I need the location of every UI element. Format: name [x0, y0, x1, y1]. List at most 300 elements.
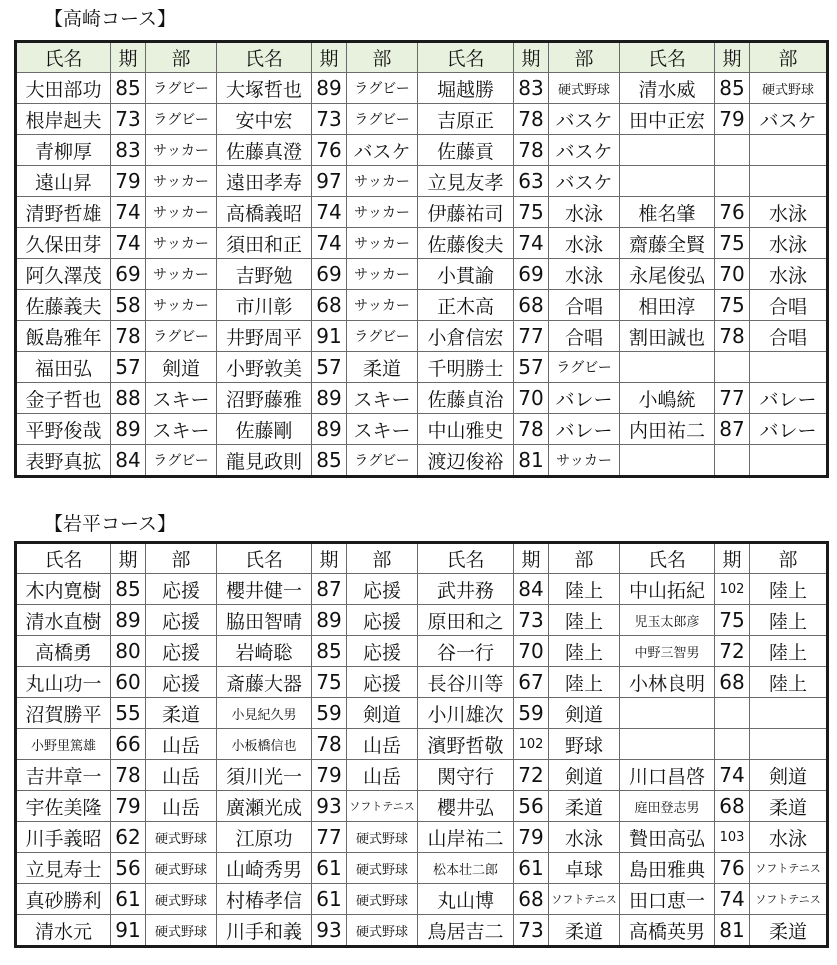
cell-club: 硬式野球 [347, 822, 418, 853]
cell-name: 清水元 [16, 915, 111, 947]
cell-name: 立見寿士 [16, 853, 111, 884]
iwahira-course-table [14, 541, 829, 948]
cell-name: 中野三智男 [620, 636, 715, 667]
cell-period: 74 [111, 197, 146, 228]
cell-name: 小板橋信也 [217, 729, 312, 760]
cell-period: 85 [312, 636, 347, 667]
cell-club: バスケ [750, 104, 828, 135]
cell-period [715, 352, 750, 383]
cell-name [620, 135, 715, 166]
column-header-club: 部 [750, 543, 828, 574]
cell-name: 龍見政則 [217, 445, 312, 477]
cell-club: 水泳 [750, 259, 828, 290]
column-header-name: 氏名 [620, 42, 715, 73]
cell-club: 応援 [347, 667, 418, 698]
cell-name: 松本壮二郎 [418, 853, 514, 884]
cell-period: 73 [312, 104, 347, 135]
column-header-period: 期 [312, 42, 347, 73]
cell-club: スキー [146, 383, 217, 414]
cell-name: 沼賀勝平 [16, 698, 111, 729]
cell-club: バレー [750, 414, 828, 445]
cell-name: 川口昌啓 [620, 760, 715, 791]
cell-club: 山岳 [146, 729, 217, 760]
cell-period: 77 [312, 822, 347, 853]
cell-club: スキー [146, 414, 217, 445]
cell-club: サッカー [347, 259, 418, 290]
cell-club: 陸上 [750, 636, 828, 667]
cell-period: 70 [514, 383, 549, 414]
cell-club: ラグビー [146, 104, 217, 135]
cell-name: 高橋英男 [620, 915, 715, 947]
cell-period: 57 [514, 352, 549, 383]
column-header-period: 期 [514, 543, 549, 574]
cell-club: 水泳 [549, 822, 620, 853]
cell-period: 74 [715, 760, 750, 791]
cell-club [750, 729, 828, 760]
cell-name: 佐藤真澄 [217, 135, 312, 166]
cell-club: バスケ [549, 104, 620, 135]
cell-period: 93 [312, 791, 347, 822]
cell-period: 74 [715, 884, 750, 915]
cell-name: 村椿孝信 [217, 884, 312, 915]
column-header-period: 期 [715, 543, 750, 574]
cell-period: 75 [715, 605, 750, 636]
cell-period: 68 [312, 290, 347, 321]
cell-club: スキー [347, 414, 418, 445]
cell-club: 陸上 [549, 636, 620, 667]
cell-name: 高橋勇 [16, 636, 111, 667]
cell-period: 85 [715, 73, 750, 104]
column-header-club: 部 [549, 42, 620, 73]
cell-period: 78 [514, 135, 549, 166]
cell-club: ラグビー [347, 73, 418, 104]
cell-period: 66 [111, 729, 146, 760]
table-row [16, 574, 828, 605]
cell-club: 野球 [549, 729, 620, 760]
cell-period: 76 [312, 135, 347, 166]
cell-name: 佐藤貢 [418, 135, 514, 166]
cell-name: 正木高 [418, 290, 514, 321]
column-header-club: 部 [549, 543, 620, 574]
table-row [16, 884, 828, 915]
cell-name: 清水威 [620, 73, 715, 104]
cell-period: 79 [111, 166, 146, 197]
column-header-club: 部 [347, 42, 418, 73]
cell-name: 遠田孝寿 [217, 166, 312, 197]
cell-club: 柔道 [549, 915, 620, 947]
cell-club: ラグビー [347, 445, 418, 477]
cell-name: 川手和義 [217, 915, 312, 947]
cell-club: ラグビー [146, 445, 217, 477]
cell-period: 68 [715, 791, 750, 822]
cell-club: 硬式野球 [146, 822, 217, 853]
table-row [16, 259, 828, 290]
cell-club: 水泳 [750, 197, 828, 228]
cell-name: 小野里篤雄 [16, 729, 111, 760]
cell-club: 水泳 [750, 822, 828, 853]
cell-club: バスケ [549, 166, 620, 197]
cell-name [620, 698, 715, 729]
takasaki-header-row [16, 42, 828, 73]
cell-name: 高橋義昭 [217, 197, 312, 228]
cell-period: 87 [715, 414, 750, 445]
cell-club: サッカー [146, 290, 217, 321]
cell-name: 青柳厚 [16, 135, 111, 166]
cell-name: 清水直樹 [16, 605, 111, 636]
cell-club: 水泳 [549, 197, 620, 228]
cell-club: 硬式野球 [347, 915, 418, 947]
cell-club: 硬式野球 [146, 915, 217, 947]
iwahira-header-row [16, 543, 828, 574]
cell-club: 山岳 [347, 760, 418, 791]
cell-name: 原田和之 [418, 605, 514, 636]
cell-period: 85 [312, 445, 347, 477]
cell-club: 硬式野球 [347, 884, 418, 915]
cell-name: 清野哲雄 [16, 197, 111, 228]
column-header-club: 部 [146, 543, 217, 574]
column-header-name: 氏名 [217, 543, 312, 574]
cell-club: 応援 [347, 636, 418, 667]
cell-name: 宇佐美隆 [16, 791, 111, 822]
cell-club: ラグビー [347, 321, 418, 352]
cell-period: 57 [312, 352, 347, 383]
cell-club: 応援 [146, 636, 217, 667]
cell-period: 89 [312, 383, 347, 414]
cell-name: 中山雅史 [418, 414, 514, 445]
cell-name: 吉野勉 [217, 259, 312, 290]
cell-club: 水泳 [750, 228, 828, 259]
cell-name: 金子哲也 [16, 383, 111, 414]
cell-period: 84 [514, 574, 549, 605]
cell-period: 61 [514, 853, 549, 884]
cell-club: 柔道 [750, 791, 828, 822]
cell-name: 中山拓紀 [620, 574, 715, 605]
table-row [16, 321, 828, 352]
cell-name: 永尾俊弘 [620, 259, 715, 290]
cell-club: 合唱 [549, 290, 620, 321]
cell-name: 丸山博 [418, 884, 514, 915]
cell-club: 陸上 [750, 667, 828, 698]
cell-period: 87 [312, 574, 347, 605]
cell-period: 77 [514, 321, 549, 352]
cell-club: 剣道 [549, 698, 620, 729]
cell-club [750, 352, 828, 383]
cell-period: 78 [111, 760, 146, 791]
cell-period: 89 [312, 73, 347, 104]
cell-name: 割田誠也 [620, 321, 715, 352]
cell-name: 久保田芽 [16, 228, 111, 259]
cell-period: 60 [111, 667, 146, 698]
cell-club: 硬式野球 [146, 884, 217, 915]
cell-name: 須川光一 [217, 760, 312, 791]
cell-club: 陸上 [750, 574, 828, 605]
cell-club: 剣道 [146, 352, 217, 383]
cell-club: サッカー [146, 228, 217, 259]
cell-club: 陸上 [750, 605, 828, 636]
cell-period: 79 [715, 104, 750, 135]
cell-club: バレー [750, 383, 828, 414]
cell-period: 91 [111, 915, 146, 947]
cell-period: 76 [715, 197, 750, 228]
cell-period: 79 [514, 822, 549, 853]
cell-name: 小野敦美 [217, 352, 312, 383]
cell-club: 硬式野球 [750, 73, 828, 104]
cell-club: 山岳 [146, 760, 217, 791]
cell-club: スキー [347, 383, 418, 414]
cell-club: サッカー [146, 197, 217, 228]
cell-period: 57 [111, 352, 146, 383]
table-row [16, 915, 828, 947]
cell-period: 72 [715, 636, 750, 667]
column-header-period: 期 [514, 42, 549, 73]
cell-club: 応援 [146, 574, 217, 605]
cell-name: 庭田登志男 [620, 791, 715, 822]
cell-name: 福田弘 [16, 352, 111, 383]
cell-period: 81 [715, 915, 750, 947]
cell-period: 70 [514, 636, 549, 667]
iwahira-course-title: 【岩平コース】 [44, 513, 177, 535]
cell-club: サッカー [347, 166, 418, 197]
cell-club: 合唱 [750, 321, 828, 352]
table-row [16, 667, 828, 698]
cell-name: 濱野哲敬 [418, 729, 514, 760]
cell-period: 75 [715, 290, 750, 321]
cell-period: 85 [111, 574, 146, 605]
cell-period: 69 [514, 259, 549, 290]
cell-period: 74 [111, 228, 146, 259]
cell-club: サッカー [146, 135, 217, 166]
column-header-name: 氏名 [620, 543, 715, 574]
cell-club: ソフトテニス [347, 791, 418, 822]
cell-club: 応援 [347, 605, 418, 636]
cell-period: 78 [111, 321, 146, 352]
cell-name: 市川彰 [217, 290, 312, 321]
cell-name: 吉井章一 [16, 760, 111, 791]
cell-name: 須田和正 [217, 228, 312, 259]
cell-club: ソフトテニス [750, 884, 828, 915]
column-header-name: 氏名 [16, 42, 111, 73]
cell-club: 山岳 [347, 729, 418, 760]
column-header-name: 氏名 [217, 42, 312, 73]
cell-name: 安中宏 [217, 104, 312, 135]
table-row [16, 636, 828, 667]
cell-club: サッカー [549, 445, 620, 477]
cell-name: 田口恵一 [620, 884, 715, 915]
cell-name: 齋藤全賢 [620, 228, 715, 259]
cell-period: 84 [111, 445, 146, 477]
cell-club: 硬式野球 [347, 853, 418, 884]
cell-name: 武井務 [418, 574, 514, 605]
cell-club: バレー [549, 414, 620, 445]
cell-period: 91 [312, 321, 347, 352]
table-row [16, 352, 828, 383]
cell-club: ソフトテニス [549, 884, 620, 915]
cell-period: 61 [312, 884, 347, 915]
cell-name: 内田祐二 [620, 414, 715, 445]
cell-name: 平野俊哉 [16, 414, 111, 445]
cell-period: 73 [514, 915, 549, 947]
cell-period: 74 [312, 197, 347, 228]
cell-name: 大塚哲也 [217, 73, 312, 104]
cell-club: サッカー [347, 290, 418, 321]
cell-period: 89 [312, 605, 347, 636]
cell-period: 59 [514, 698, 549, 729]
cell-period: 76 [715, 853, 750, 884]
cell-club: 剣道 [347, 698, 418, 729]
table-row [16, 853, 828, 884]
cell-name: 小見紀久男 [217, 698, 312, 729]
cell-period: 78 [514, 104, 549, 135]
table-row [16, 104, 828, 135]
cell-name: 山崎秀男 [217, 853, 312, 884]
cell-period: 78 [312, 729, 347, 760]
table-row [16, 290, 828, 321]
cell-period [715, 445, 750, 477]
cell-name: 長谷川等 [418, 667, 514, 698]
table-row [16, 135, 828, 166]
cell-period: 62 [111, 822, 146, 853]
cell-name [620, 166, 715, 197]
cell-name: 川手義昭 [16, 822, 111, 853]
column-header-club: 部 [750, 42, 828, 73]
table-row [16, 822, 828, 853]
table-row [16, 73, 828, 104]
cell-name: 真砂勝利 [16, 884, 111, 915]
cell-period: 89 [111, 414, 146, 445]
cell-club: 柔道 [750, 915, 828, 947]
takasaki-course-title: 【高崎コース】 [44, 8, 177, 30]
cell-club: 剣道 [750, 760, 828, 791]
cell-name: 廣瀬光成 [217, 791, 312, 822]
cell-name: 鳥居吉二 [418, 915, 514, 947]
cell-name: 児玉太郎彦 [620, 605, 715, 636]
table-row [16, 729, 828, 760]
cell-name: 小嶋統 [620, 383, 715, 414]
cell-name: 関守行 [418, 760, 514, 791]
cell-club [750, 445, 828, 477]
cell-club: ソフトテニス [750, 853, 828, 884]
cell-period: 70 [715, 259, 750, 290]
table-row [16, 197, 828, 228]
cell-name: 椎名肇 [620, 197, 715, 228]
cell-club: 合唱 [750, 290, 828, 321]
cell-name: 根岸赳夫 [16, 104, 111, 135]
column-header-name: 氏名 [418, 543, 514, 574]
cell-period: 69 [312, 259, 347, 290]
cell-name: 相田淳 [620, 290, 715, 321]
cell-period: 81 [514, 445, 549, 477]
cell-name: 井野周平 [217, 321, 312, 352]
cell-name: 櫻井弘 [418, 791, 514, 822]
cell-club: 水泳 [549, 259, 620, 290]
cell-name: 谷一行 [418, 636, 514, 667]
cell-name: 立見友孝 [418, 166, 514, 197]
cell-name: 小貫諭 [418, 259, 514, 290]
cell-period: 88 [111, 383, 146, 414]
column-header-period: 期 [312, 543, 347, 574]
cell-name: 沼野藤雅 [217, 383, 312, 414]
cell-name: 千明勝士 [418, 352, 514, 383]
cell-period: 78 [514, 414, 549, 445]
cell-name: 脇田智晴 [217, 605, 312, 636]
cell-name [620, 729, 715, 760]
cell-name: 岩崎聡 [217, 636, 312, 667]
table-row [16, 166, 828, 197]
cell-name: 小川雄次 [418, 698, 514, 729]
cell-period: 67 [514, 667, 549, 698]
cell-period [715, 698, 750, 729]
cell-name: 渡辺俊裕 [418, 445, 514, 477]
cell-club: 柔道 [347, 352, 418, 383]
cell-name: 山岸祐二 [418, 822, 514, 853]
cell-period: 68 [514, 290, 549, 321]
cell-period: 72 [514, 760, 549, 791]
cell-club: 応援 [146, 667, 217, 698]
cell-name: 表野真拡 [16, 445, 111, 477]
cell-club: 合唱 [549, 321, 620, 352]
cell-name: 伊藤祐司 [418, 197, 514, 228]
cell-club: サッカー [146, 166, 217, 197]
cell-club: ラグビー [549, 352, 620, 383]
cell-name: 櫻井健一 [217, 574, 312, 605]
cell-club: バレー [549, 383, 620, 414]
cell-period: 85 [111, 73, 146, 104]
cell-club: バスケ [347, 135, 418, 166]
cell-period: 63 [514, 166, 549, 197]
cell-name: 吉原正 [418, 104, 514, 135]
cell-club: ラグビー [146, 321, 217, 352]
column-header-name: 氏名 [418, 42, 514, 73]
cell-period: 78 [715, 321, 750, 352]
table-row [16, 383, 828, 414]
table-row [16, 698, 828, 729]
cell-period: 73 [111, 104, 146, 135]
cell-period: 61 [312, 853, 347, 884]
cell-name: 佐藤俊夫 [418, 228, 514, 259]
cell-name: 丸山功一 [16, 667, 111, 698]
table-row [16, 791, 828, 822]
cell-club: サッカー [347, 197, 418, 228]
column-header-club: 部 [347, 543, 418, 574]
column-header-name: 氏名 [16, 543, 111, 574]
cell-name: 贄田高弘 [620, 822, 715, 853]
cell-club: 陸上 [549, 574, 620, 605]
cell-club: 硬式野球 [549, 73, 620, 104]
cell-club: ラグビー [146, 73, 217, 104]
cell-club: 陸上 [549, 667, 620, 698]
cell-period: 97 [312, 166, 347, 197]
cell-club: 剣道 [549, 760, 620, 791]
cell-name: 島田雅典 [620, 853, 715, 884]
cell-period: 74 [514, 228, 549, 259]
cell-period: 68 [715, 667, 750, 698]
cell-period: 56 [514, 791, 549, 822]
cell-name [620, 352, 715, 383]
cell-name: 阿久澤茂 [16, 259, 111, 290]
cell-name: 斎藤大器 [217, 667, 312, 698]
cell-club: 柔道 [146, 698, 217, 729]
cell-name: 江原功 [217, 822, 312, 853]
column-header-period: 期 [111, 543, 146, 574]
cell-name: 堀越勝 [418, 73, 514, 104]
table-row [16, 228, 828, 259]
cell-period: 93 [312, 915, 347, 947]
column-header-period: 期 [111, 42, 146, 73]
cell-period: 83 [514, 73, 549, 104]
cell-club: 柔道 [549, 791, 620, 822]
cell-period: 102 [715, 574, 750, 605]
cell-club: 水泳 [549, 228, 620, 259]
